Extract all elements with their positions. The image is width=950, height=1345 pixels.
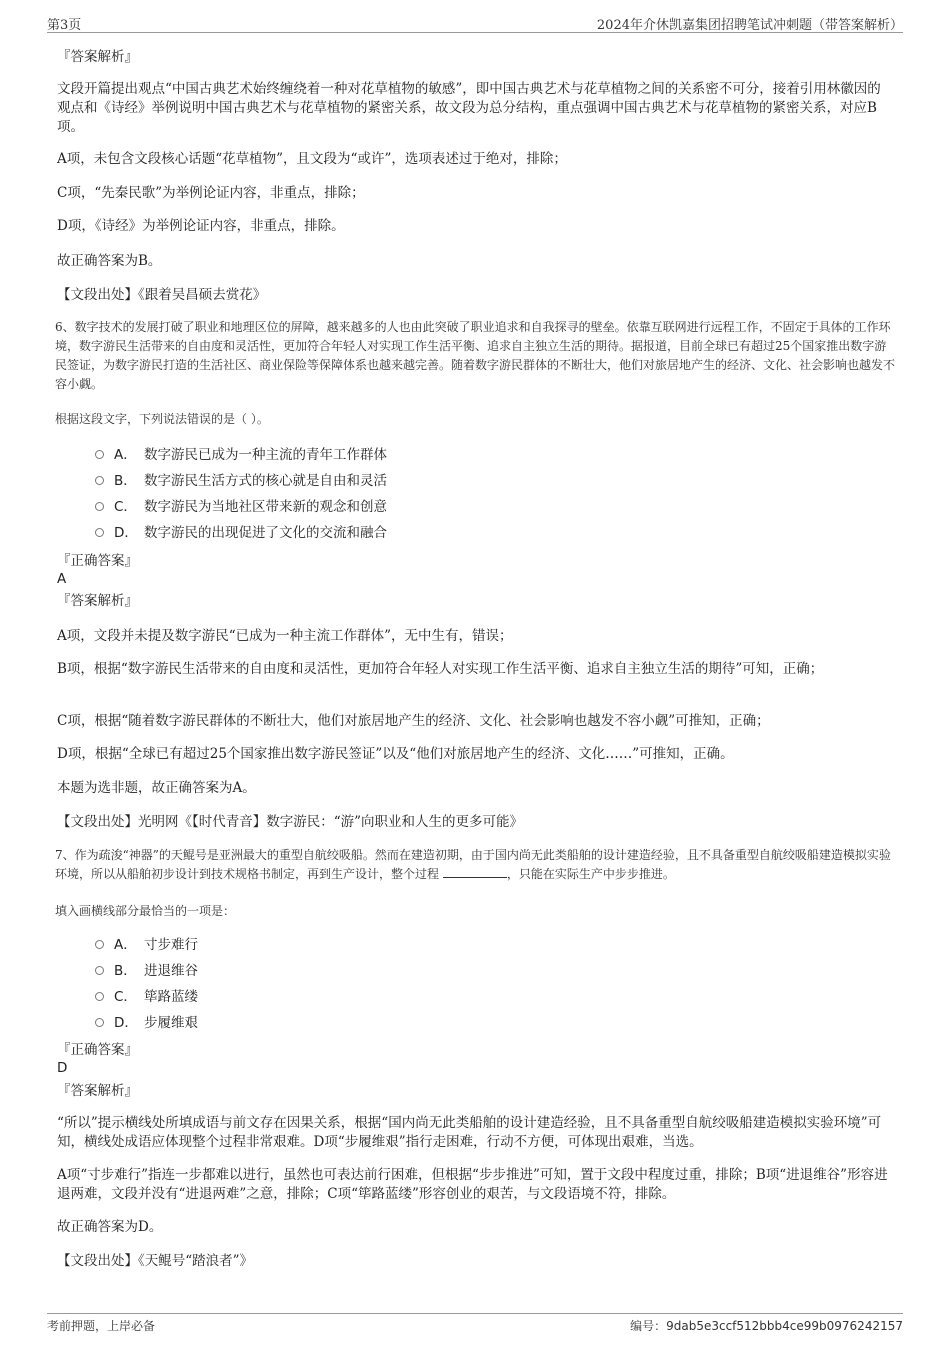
question-6-stem: 6、数字技术的发展打破了职业和地理区位的屏障，越来越多的人也由此突破了职业追求和自我探寻的壁垒。依靠互联网进行远程工作，不固定于具体的工作环境，数字游民生活带来的自由度和灵活性，更加符合年轻人对实现工作生活平衡、追求自主独立生活的期待。据报道，目前全球已有超过25个国家推出数字游民签证，为数字游民打造的生活社区、商业保险等保障体系也越来越完善。随着数字游民群体的不断壮大，他们对旅居地产生的经济、文化、社会影响也越发不容小觑。 [55,320,896,391]
correct-answer-label: 『正确答案』 [57,553,138,569]
page-footer [47,1313,903,1333]
q7-analysis-paragraph-2: A项“寸步难行”指连一步都难以进行，虽然也可表达前行困难，但根据“步步推进”可知，置于文段中程度过重，排除；B项“进退维谷”形容进退两难，文段并没有“进退两难”之意，排除；C项“筚路蓝缕”形容创业的艰苦，与文段语境不符，排除。 [57,1167,888,1202]
radio-icon[interactable] [95,992,104,1001]
analysis-label: 『答案解析』 [57,1083,138,1099]
analysis-paragraph: 文段开篇提出观点“中国古典艺术始终缠绕着一种对花草植物的敏感”，即中国古典艺术与花草植物之间的关系密不可分，接着引用林徽因的观点和《诗经》举例说明中国古典艺术与花草植物的紧密关系，故文段为总分结构，重点强调中国古典艺术与花草植物的紧密关系，对应B项。 [57,81,881,135]
radio-icon[interactable] [95,940,104,949]
correct-answer: A [57,571,67,587]
q7-analysis-paragraph-1: “所以”提示横线处所填成语与前文存在因果关系，根据“国内尚无此类船舶的设计建造经验，且不具备重型自航绞吸船建造模拟实验环境”可知，横线处成语应体现整个过程非常艰难。D项“步履维艰”指行走困难，行动不方便，可体现出艰难，当选。 [57,1115,882,1150]
question-6-prompt: 根据这段文字，下列说法错误的是（ ）。 [55,412,269,426]
radio-icon[interactable] [95,966,104,975]
analysis-label: 『答案解析』 [57,49,138,65]
q6-analysis-d: D项，根据“全球已有超过25个国家推出数字游民签证”以及“他们对旅居地产生的经济、文化……”可推知，正确。 [57,746,734,762]
footer-slogan: 考前押题，上岸必备 [47,1319,156,1333]
correct-answer-label: 『正确答案』 [57,1042,138,1058]
q6-option-c[interactable]: C． 数字游民为当地社区带来新的观念和创意 [95,498,387,517]
document-id: 编号：9dab5e3ccf512bbb4ce99b0976242157 [630,1319,903,1333]
q6-option-b[interactable]: B． 数字游民生活方式的核心就是自由和灵活 [95,472,387,491]
q7-option-d[interactable]: D． 步履维艰 [95,1014,198,1033]
radio-icon[interactable] [95,502,104,511]
radio-icon[interactable] [95,476,104,485]
analysis-option-a: A项，未包含文段核心话题“花草植物”，且文段为“或许”，选项表述过于绝对，排除； [57,151,567,167]
document-title: 2024年介休凯嘉集团招聘笔试冲刺题（带答案解析） [596,18,903,33]
q6-analysis-c: C项，根据“随着数字游民群体的不断壮大，他们对旅居地产生的经济、文化、社会影响也越发不容小觑”可推知，正确； [57,713,770,729]
source-citation: 【文段出处】《天鲲号“踏浪者”》 [57,1253,254,1269]
q6-option-a[interactable]: A． 数字游民已成为一种主流的青年工作群体 [95,446,387,465]
answer-statement: 故正确答案为B。 [57,253,162,269]
question-7-prompt: 填入画横线部分最恰当的一项是： [55,904,236,918]
source-citation: 【文段出处】光明网《【时代青音】数字游民：“游”向职业和人生的更多可能》 [57,814,524,830]
fill-blank [443,866,507,878]
q6-analysis-b: B项，根据“数字游民生活带来的自由度和灵活性，更加符合年轻人对实现工作生活平衡、追求自主独立生活的期待”可知，正确； [57,661,824,677]
analysis-option-c: C项，“先秦民歌”为举例论证内容，非重点，排除； [57,185,365,201]
page-number: 第3页 [47,18,82,33]
answer-statement: 故正确答案为D。 [57,1219,163,1235]
q7-option-b[interactable]: B． 进退维谷 [95,962,198,981]
q7-option-a[interactable]: A． 寸步难行 [95,936,198,955]
radio-icon[interactable] [95,1018,104,1027]
source-citation: 【文段出处】《跟着吴昌硕去赏花》 [57,287,267,303]
q7-option-c[interactable]: C． 筚路蓝缕 [95,988,198,1007]
page-header [47,14,903,33]
correct-answer: D [57,1060,68,1076]
q6-analysis-a: A项，文段并未提及数字游民“已成为一种主流工作群体”，无中生有，错误； [57,628,513,644]
radio-icon[interactable] [95,450,104,459]
radio-icon[interactable] [95,528,104,537]
analysis-option-d: D项，《诗经》为举例论证内容，非重点，排除。 [57,218,345,234]
question-7-stem: 7、作为疏浚“神器”的天鲲号是亚洲最大的重型自航绞吸船。然而在建造初期，由于国内尚无此类船舶的设计建造经验，且不具备重型自航绞吸船建造模拟实验环境，所以从船舶初步设计到技术规格书制定，再到生产设计，整个过程 ，只能在实际生产中步步推进。 [55,848,891,881]
answer-statement: 本题为选非题，故正确答案为A。 [57,780,256,796]
analysis-label: 『答案解析』 [57,593,138,609]
q6-option-d[interactable]: D． 数字游民的出现促进了文化的交流和融合 [95,524,387,543]
